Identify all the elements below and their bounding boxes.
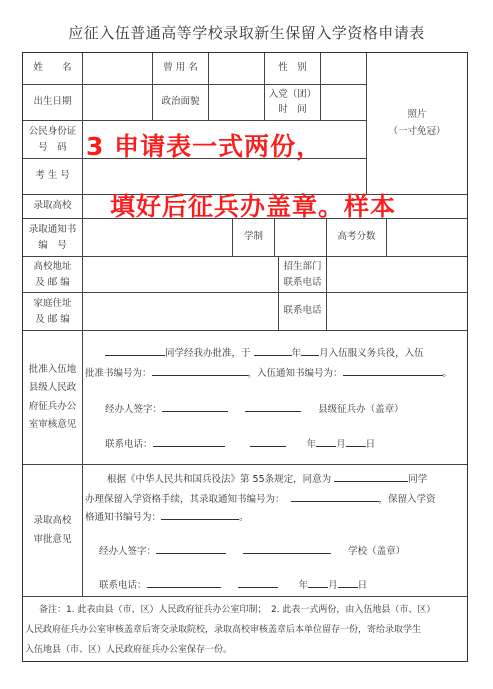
- county-handler-label: 经办人签字：: [105, 404, 163, 415]
- admit-notice-label-l2: 编 号: [38, 239, 67, 251]
- school-day-blank[interactable]: [338, 577, 358, 588]
- county-phone-line: [105, 436, 465, 451]
- admit-school-label-text: 录取高校: [33, 200, 72, 212]
- school-text-6: 格通知书编号为：: [85, 512, 162, 523]
- county-text-4: 批准书编号为：: [85, 368, 152, 379]
- school-text-7: 。: [239, 512, 249, 523]
- school-retain-no-blank[interactable]: [161, 509, 239, 520]
- school-opinion-label: [23, 465, 83, 597]
- id-label-l2: 号 码: [38, 141, 67, 153]
- county-year-label: 年: [306, 439, 317, 450]
- photo-size-label: （一寸免冠）: [388, 125, 446, 137]
- county-opinion-label-l3: 府征兵办公: [28, 400, 77, 412]
- county-day-blank[interactable]: [346, 436, 366, 447]
- county-approval-no-blank[interactable]: [152, 365, 248, 376]
- school-system-value[interactable]: [275, 219, 327, 257]
- party-join-label-l1: 入党（团）: [268, 89, 317, 101]
- school-opinion-line2: [85, 491, 467, 506]
- admit-notice-value[interactable]: [83, 219, 233, 257]
- overlay-line-2: 填好后征兵办盖章。样本: [110, 192, 397, 221]
- county-opinion-line2: [85, 365, 465, 380]
- contact-phone-label-text: 联系电话: [283, 305, 322, 317]
- county-text-3: 月入伍服义务兵役，入伍: [319, 348, 424, 359]
- birthdate-value[interactable]: [83, 85, 153, 121]
- county-text-6: 。: [442, 368, 453, 379]
- exam-no-label-text: 考 生 号: [35, 170, 70, 182]
- school-notice-no-blank[interactable]: [291, 491, 379, 502]
- school-text-2: 条规定，同意为: [264, 474, 332, 485]
- recruit-dept-label-l2: 联系电话: [283, 276, 322, 288]
- birthdate-label-text: 出生日期: [33, 96, 72, 108]
- county-day-label: 日: [365, 439, 376, 450]
- overlay-line-1: 3 申请表一式两份，: [86, 132, 323, 161]
- exam-score-value[interactable]: [387, 219, 467, 257]
- alias-label: [153, 53, 209, 85]
- school-phone-line: [99, 577, 465, 592]
- county-student-name-blank[interactable]: [105, 345, 165, 356]
- county-text-year: 年: [291, 348, 302, 359]
- photo-box[interactable]: [367, 53, 467, 195]
- home-address-label-l2: 及 邮 编: [35, 313, 70, 325]
- party-join-label-l2: 时 间: [278, 103, 307, 115]
- county-opinion-label: [23, 331, 83, 465]
- alias-value[interactable]: [209, 53, 265, 85]
- exam-no-label: [23, 159, 83, 195]
- id-label-l1: 公民身份证: [28, 126, 77, 138]
- school-opinion-label-l2: 审批意见: [33, 533, 72, 545]
- county-opinion-label-l1: 批准入伍地: [28, 364, 77, 376]
- school-phone-label: 联系电话：: [99, 580, 147, 591]
- exam-score-label: [327, 219, 387, 257]
- note-line-2: 人民政府征兵办公室审核盖章后寄交录取院校，录取高校审核盖章后本单位留存一份，寄给录取学生: [25, 625, 422, 635]
- recruit-dept-label-l1: 招生部门: [283, 261, 322, 273]
- county-text-1: 同学经我办批准，于: [165, 348, 251, 359]
- home-address-label: [23, 293, 83, 331]
- gender-value[interactable]: [321, 53, 367, 85]
- admit-notice-label: [23, 219, 83, 257]
- recruit-dept-value[interactable]: [327, 257, 467, 293]
- county-date-blank[interactable]: [250, 436, 286, 447]
- county-opinion-label-l4: 室审核意见: [28, 418, 77, 430]
- contact-phone-value[interactable]: [327, 293, 467, 331]
- school-opinion-line3: [85, 509, 467, 524]
- school-opinion-label-l1: 录取高校: [33, 515, 72, 527]
- school-address-label-l2: 及 邮 编: [35, 276, 70, 288]
- note-line-3: 入伍地县（市、区）人民政府征兵办公室保存一份。: [25, 645, 233, 655]
- county-opinion-label-l2: 县级人民政: [28, 382, 77, 394]
- school-text-4: 办理保留入学资格手续，其录取通知书编号为：: [85, 494, 285, 505]
- county-phone-label: 联系电话：: [105, 439, 153, 450]
- admit-notice-label-l1: 录取通知书: [28, 224, 77, 236]
- political-label: [153, 85, 209, 121]
- school-text-5: ，保留入学资: [378, 494, 436, 505]
- county-stamp-label: 县级征兵办（盖章）: [318, 404, 404, 415]
- gender-label: [265, 53, 321, 85]
- note-line-1: 备注：1. 此表由县（市、区）人民政府征兵办公室印制； 2. 此表一式两份，由入伍地县（市、区）: [39, 605, 436, 615]
- form-title: 应征入伍普通高等学校录取新生保留入学资格申请表: [68, 24, 425, 42]
- county-handler-blank-1[interactable]: [162, 401, 228, 412]
- county-month-blank-2[interactable]: [316, 436, 336, 447]
- admit-school-label: [23, 195, 83, 219]
- school-handler-label: 经办人签字：: [99, 546, 157, 557]
- school-address-label: [23, 257, 83, 293]
- exam-score-label-text: 高考分数: [337, 231, 376, 243]
- school-system-label: [233, 219, 275, 257]
- school-year-label: 年: [298, 580, 309, 591]
- alias-label-text: 曾 用 名: [163, 62, 198, 74]
- form-notes: [25, 600, 465, 660]
- school-day-label: 日: [357, 580, 368, 591]
- county-text-5: ，入伍通知书编号为：: [247, 368, 343, 379]
- county-phone-blank[interactable]: [153, 436, 225, 447]
- school-text-1: 根据《中华人民共和国兵役法》第: [107, 474, 250, 485]
- school-stamp-label: 学校（盖章）: [348, 546, 406, 557]
- school-handler-line: [99, 543, 465, 558]
- gender-label-text: 性 别: [278, 62, 307, 74]
- county-handler-line: [105, 401, 465, 416]
- school-system-label-text: 学制: [243, 231, 263, 243]
- name-label-text: 姓 名: [33, 62, 72, 74]
- school-address-value[interactable]: [83, 257, 279, 293]
- photo-label: 照片: [407, 109, 427, 121]
- county-month-label: 月: [336, 439, 346, 450]
- school-address-label-l1: 高校地址: [33, 261, 72, 273]
- school-handler-blank-1[interactable]: [156, 543, 226, 554]
- name-value[interactable]: [83, 53, 153, 85]
- county-opinion-line1: [105, 345, 465, 360]
- political-label-text: 政治面貌: [161, 96, 200, 108]
- school-date-blank[interactable]: [238, 577, 278, 588]
- school-handler-blank-2[interactable]: [243, 543, 331, 554]
- school-text-3: 同学: [408, 474, 428, 485]
- school-student-name-blank[interactable]: [334, 471, 408, 482]
- political-value[interactable]: [209, 85, 265, 121]
- county-year-blank[interactable]: [254, 345, 292, 356]
- county-month-blank[interactable]: [301, 345, 319, 356]
- home-address-value[interactable]: [83, 293, 279, 331]
- name-label: [23, 53, 83, 85]
- county-notice-no-blank[interactable]: [343, 365, 443, 376]
- school-month-label: 月: [328, 580, 338, 591]
- school-phone-blank[interactable]: [147, 577, 221, 588]
- home-address-label-l1: 家庭住址: [33, 298, 72, 310]
- party-join-label: [265, 85, 321, 121]
- school-article-number: 55: [252, 474, 265, 485]
- county-handler-blank-2[interactable]: [245, 401, 301, 412]
- recruit-dept-label: [279, 257, 327, 293]
- id-label: [23, 121, 83, 159]
- school-opinion-line1: [107, 471, 467, 486]
- birthdate-label: [23, 85, 83, 121]
- school-month-blank[interactable]: [308, 577, 328, 588]
- contact-phone-label: [279, 293, 327, 331]
- party-join-value[interactable]: [321, 85, 367, 121]
